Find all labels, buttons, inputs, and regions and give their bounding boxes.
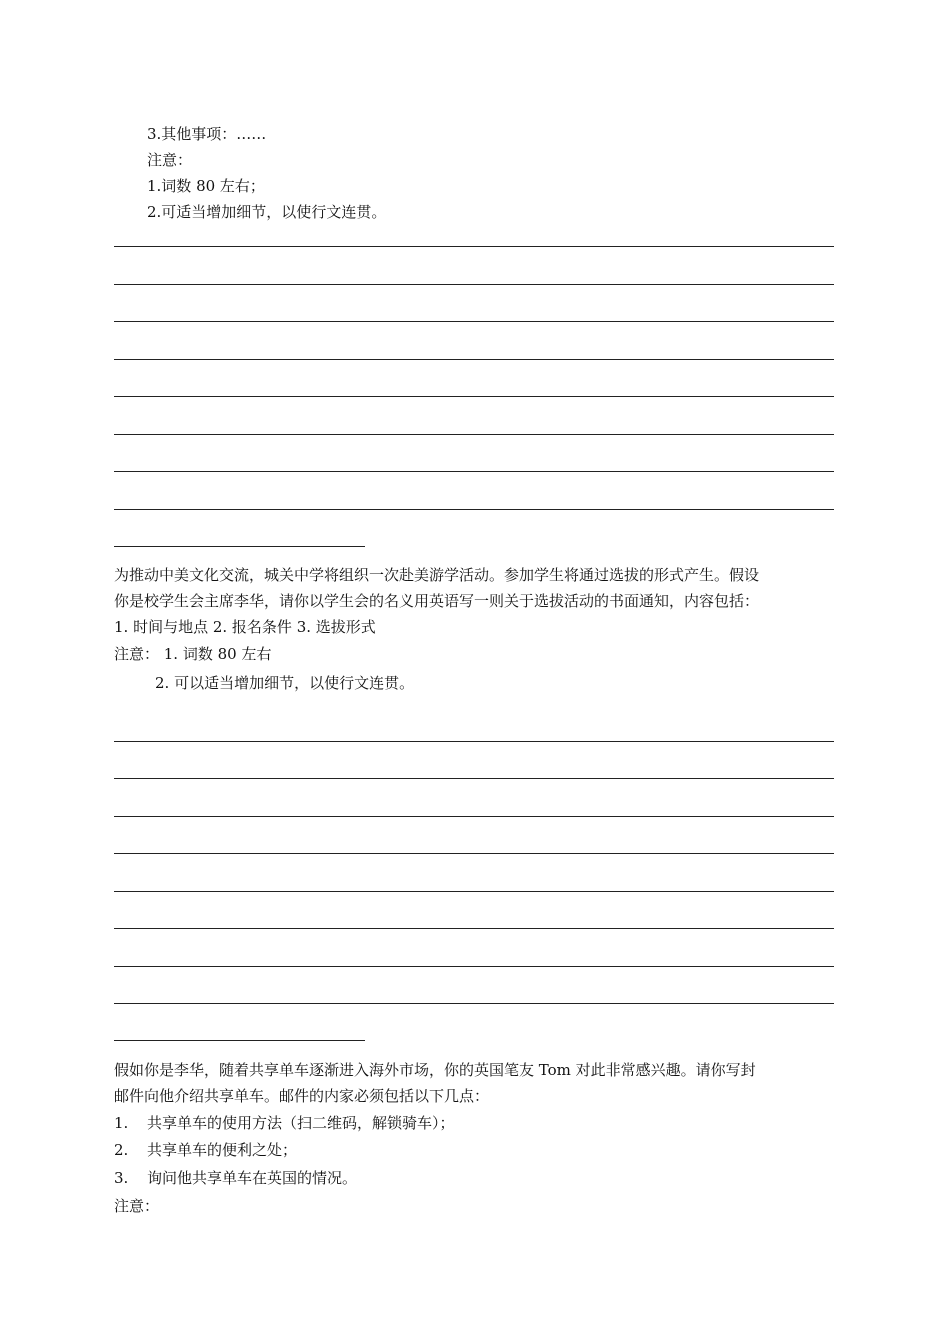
list-item-text: 共享单车的便利之处；: [147, 1141, 298, 1159]
writing-line: [114, 509, 834, 510]
writing-line: [114, 471, 834, 472]
writing-line: [114, 434, 834, 435]
list-item-number: 3.: [114, 1169, 129, 1187]
note-heading: 注意：: [147, 151, 193, 169]
note-add-details: 2.可适当增加细节，以使行文连贯。: [147, 203, 387, 221]
writing-line: [114, 321, 834, 322]
prompt-2-line-1: 为推动中美文化交流，城关中学将组织一次赴美游学活动。参加学生将通过选拔的形式产生。假设: [114, 566, 760, 584]
writing-line: [114, 966, 834, 967]
list-item-number: 2.: [114, 1141, 129, 1159]
list-item-text: 共享单车的使用方法（扫二维码，解锁骑车）；: [147, 1114, 455, 1132]
writing-line: [114, 246, 834, 247]
writing-line: [114, 396, 834, 397]
writing-line: [114, 741, 834, 742]
prompt-2-note-line-1: 注意： 1. 词数 80 左右: [114, 645, 272, 663]
writing-line: [114, 284, 834, 285]
writing-line: [114, 891, 834, 892]
writing-line-short: [114, 1040, 365, 1041]
prompt-2-line-2: 你是校学生会主席李华，请你以学生会的名义用英语写一则关于选拔活动的书面通知，内容包括：: [114, 592, 760, 610]
prompt-3-note-heading: 注意：: [114, 1197, 160, 1215]
writing-line: [114, 778, 834, 779]
item-3-other-matters: 3.其他事项：……: [147, 125, 267, 143]
writing-line: [114, 816, 834, 817]
prompt-3-line-2: 邮件向他介绍共享单车。邮件的内家必须包括以下几点：: [114, 1087, 490, 1105]
list-item-text: 询问他共享单车在英国的情况。: [147, 1169, 358, 1187]
writing-line: [114, 853, 834, 854]
writing-line: [114, 1003, 834, 1004]
list-item-number: 1.: [114, 1114, 129, 1132]
note-word-count: 1.词数 80 左右；: [147, 177, 265, 195]
prompt-3-line-1: 假如你是李华，随着共享单车逐渐进入海外市场，你的英国笔友 Tom 对此非常感兴趣。请你写封: [114, 1061, 756, 1079]
writing-line-short: [114, 546, 365, 547]
prompt-2-note-line-2: 2. 可以适当增加细节，以使行文连贯。: [155, 674, 415, 692]
writing-line: [114, 359, 834, 360]
writing-line: [114, 928, 834, 929]
prompt-2-points: 1. 时间与地点 2. 报名条件 3. 选拔形式: [114, 618, 376, 636]
